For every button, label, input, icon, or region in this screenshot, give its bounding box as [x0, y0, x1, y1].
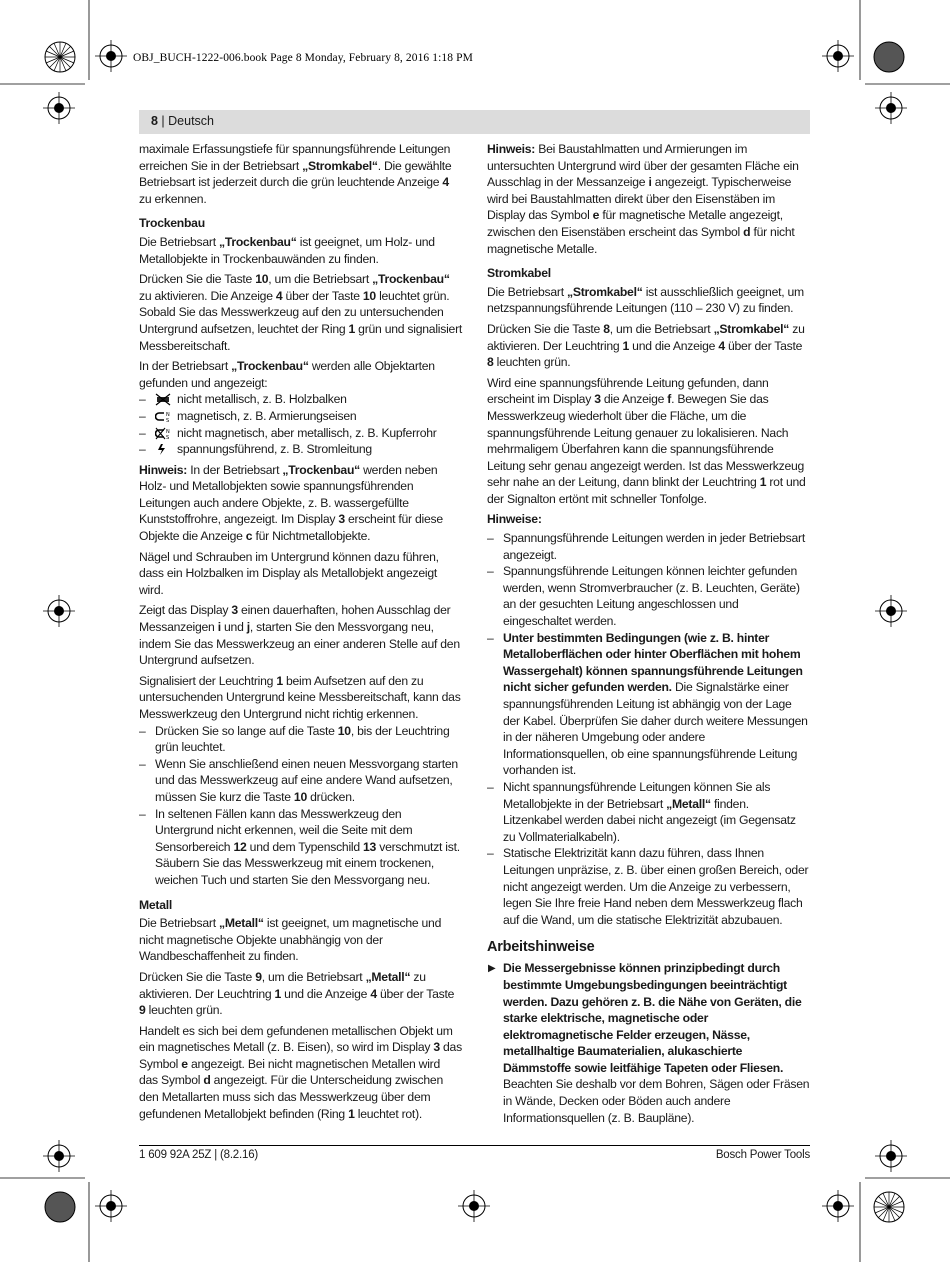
triangle-right-icon: ▶	[488, 963, 496, 975]
list-item: – Spannungsführende Leitungen werden in jeder Betriebsart angezeigt.	[487, 530, 810, 563]
paragraph: Nägel und Schrauben im Untergrund können dazu führen, dass ein Holzbalken im Display als Metallobjekt angezeigt wird.	[139, 549, 439, 597]
heading-metall: Metall	[139, 897, 173, 912]
magnet-icon	[155, 410, 171, 423]
left-column	[139, 141, 462, 1126]
list-item: – Statische Elektrizität kann dazu führen, dass Ihnen Leitungen unpräzise, z. B. über einen großen Bereich, oder nicht angezeigt werden. Um die Anzeige zu verbessern, legen Sie Ihre freie Hand neben dem Messwerkzeug flach auf die Wand, um die statische Elektrizität abzubauen.	[487, 845, 810, 928]
paragraph: Hinweis: In der Betriebsart „Trockenbau“ werden neben Holz- und Metallobjekten sowie spannungsführenden Leitungen auch andere Objekte, z. B. wassergefüllte Kunststoffrohre, angezeigt. Im Display 3 erscheint für diese Objekte die Anzeige c für Nichtmetallobjekte.	[139, 462, 443, 544]
hints-list	[487, 530, 810, 928]
paragraph: In der Betriebsart „Trockenbau“ werden alle Objektarten gefunden und angezeigt:	[139, 359, 435, 390]
heading-hinweise: Hinweise:	[487, 512, 542, 527]
object-type-list	[139, 391, 462, 457]
paragraph: Die Betriebsart „Trockenbau“ ist geeignet, um Holz- und Metallobjekte in Trockenbauwänden zu finden.	[139, 234, 435, 266]
svg-text:N: – N	[166, 428, 170, 435]
header-text	[151, 114, 214, 128]
starburst-mark-icon	[872, 1190, 906, 1224]
svg-text:N: – N	[166, 411, 170, 418]
paragraph: Drücken Sie die Taste 9, um die Betriebsart „Metall“ zu aktivieren. Der Leuchtring 1 und die Anzeige 4 über der Taste 9 leuchten grün.	[139, 969, 455, 1018]
header-section: Deutsch	[168, 114, 215, 128]
list-item: – spannungsführend, z. B. Stromleitung	[139, 441, 462, 458]
registration-target-icon	[822, 1190, 854, 1222]
paragraph: Wird eine spannungsführende Leitung gefunden, dann erscheint im Display 3 die Anzeige f. Bewegen Sie das Messwerkzeug wiederholt über die Fläche, um die spannungsführende Leitung genauer zu lokalisieren. Nach mehrmaligem Überfahren kann die spannungsführende Leitung sehr genau angezeigt werden. Ist das Messwerkzeug sehr nahe an der Leitung, dann blinkt der Leuchtring 1 rot und der Signalton ertönt mit schneller Tonfolge.	[487, 375, 806, 506]
registration-target-icon	[95, 1190, 127, 1222]
registration-target-icon	[875, 595, 907, 627]
list-item: – N S magnetisch, z. B. Armierungseisen	[139, 408, 462, 425]
header-separator: |	[157, 114, 169, 128]
paragraph: maximale Erfassungstiefe für spannungsführende Leitungen erreichen Sie in der Betriebsart „Stromkabel“. Die gewählte Betriebsart ist jederzeit durch die grün leuchtende Anzeige 4 zu erkennen.	[139, 142, 452, 206]
list-item: – Nicht spannungsführende Leitungen können Sie als Metallobjekte in der Betriebsart „Metall“ finden. Litzenkabel werden dabei nicht angezeigt (im Gegensatz zu Vollmaterialkabeln).	[487, 779, 810, 845]
paragraph: Hinweis: Bei Baustahlmatten und Armierungen im untersuchten Untergrund wird über der gesamten Fläche ein Ausschlag in der Messanzeige i angezeigt. Typischerweise wird bei Baustahlmatten direkt über den Eisenstäben im Display das Symbol e für magnetische Metalle angezeigt, zwischen den Eisenstäben erscheint das Symbol d für nicht magnetische Metalle.	[487, 142, 799, 256]
troubleshooting-list	[139, 723, 462, 889]
list-item: – nicht metallisch, z. B. Holzbalken	[139, 391, 462, 408]
gray-disc-mark-icon	[872, 40, 906, 74]
list-item: – Drücken Sie so lange auf die Taste 10, bis der Leuchtring grün leuchtet.	[139, 723, 462, 756]
file-info-slug: OBJ_BUCH-1222-006.book Page 8 Monday, February 8, 2016 1:18 PM	[133, 52, 473, 64]
heading-stromkabel: Stromkabel	[487, 266, 551, 281]
starburst-mark-icon	[43, 40, 77, 74]
registration-target-icon	[43, 595, 75, 627]
live-wire-icon	[155, 443, 171, 456]
right-column	[487, 141, 810, 1126]
svg-text:S: S	[166, 434, 169, 440]
footer-rule	[139, 1145, 810, 1146]
paragraph: Drücken Sie die Taste 10, um die Betriebsart „Trockenbau“ zu aktivieren. Die Anzeige 4 über der Taste 10 leuchtet grün. Sobald Sie das Messwerkzeug auf den zu untersuchenden Untergrund aufsetzen, leuchtet der Ring 1 grün und signalisiert Messbereitschaft.	[139, 272, 463, 353]
wood-beam-icon	[155, 393, 171, 406]
heading-trockenbau: Trockenbau	[139, 216, 205, 231]
list-item: – N S nicht magnetisch, aber metallisch, z. B. Kupferrohr	[139, 425, 462, 442]
footer-brand: Bosch Power Tools	[715, 1149, 810, 1161]
heading-arbeitshinweise: Arbeitshinweise	[487, 939, 595, 956]
page-header	[139, 110, 810, 134]
paragraph: Signalisiert der Leuchtring 1 beim Aufsetzen auf den zu untersuchenden Untergrund keine Messbereitschaft, kann das Messwerkzeug den Untergrund nicht richtig erkennen.	[139, 673, 461, 721]
paragraph: Handelt es sich bei dem gefundenen metallischen Objekt um ein magnetisches Metall (z. B. Eisen), so wird im Display 3 das Symbol e angezeigt. Bei nicht magnetischen Metallen wird das Symbol d angezeigt. Für die Unterscheidung zwischen den Metallarten muss sich das Messwerkzeug über dem gefundenen Metallobjekt befinden (Ring 1 leuchtet rot).	[139, 1023, 462, 1121]
gray-disc-mark-icon	[43, 1190, 77, 1224]
registration-target-icon	[822, 40, 854, 72]
registration-target-icon	[43, 92, 75, 124]
page-number: 8	[151, 114, 158, 128]
registration-target-icon	[95, 40, 127, 72]
list-item: – Spannungsführende Leitungen können leichter gefunden werden, wenn Stromverbraucher (z. B. Leuchten, Geräte) an der gesuchten Leitung angeschlossen und eingeschaltet werden.	[487, 563, 810, 629]
registration-target-icon	[43, 1140, 75, 1172]
paragraph: Zeigt das Display 3 einen dauerhaften, hohen Ausschlag der Messanzeigen i und j, starten Sie den Messvorgang neu, indem Sie das Messwerkzeug an einer anderen Stelle auf den Untergrund aufsetzen.	[139, 603, 460, 668]
registration-target-icon	[875, 92, 907, 124]
paragraph: Drücken Sie die Taste 8, um die Betriebsart „Stromkabel“ zu aktivieren. Der Leuchtring 1 und die Anzeige 4 über der Taste 8 leuchten grün.	[487, 321, 805, 370]
list-item: – Unter bestimmten Bedingungen (wie z. B. hinter Metalloberflächen oder hinter Oberflächen mit hohem Wassergehalt) können spannungsführende Leitungen nicht sicher gefunden werden. Die Signalstärke einer spannungsführenden Leitung ist abhängig von der Lage der Kabel. Überprüfen Sie daher durch weitere Messungen in der näheren Umgebung oder andere Informationsquellen, ob eine spannungsführende Leitung vorhanden ist.	[487, 630, 810, 779]
registration-target-icon	[458, 1190, 490, 1222]
list-item: – In seltenen Fällen kann das Messwerkzeug den Untergrund nicht erkennen, weil die Seite mit dem Sensorbereich 12 und dem Typenschild 13 verschmutzt ist. Säubern Sie das Messwerkzeug mit einem trockenen, weichen Tuch und starten Sie den Messvorgang neu.	[139, 806, 462, 889]
paragraph: Die Betriebsart „Stromkabel“ ist ausschließlich geeignet, um netzspannungsführende Leitungen (110 – 230 V) zu finden.	[487, 284, 804, 316]
non-magnetic-metal-icon	[155, 427, 171, 440]
footer-doc-number: 1 609 92A 25Z | (8.2.16)	[139, 1149, 259, 1161]
svg-text:S: S	[166, 417, 169, 423]
warning-item: ▶ Die Messergebnisse können prinzipbedingt durch bestimmte Umgebungsbedingungen beeinträchtigt werden. Dazu gehören z. B. die Nähe von Geräten, die starke elektrische, magnetische oder elektromagnetische Felder erzeugen, Nässe, metallhaltige Baumaterialien, alukaschierte Dämmstoffe sowie leitfähige Tapeten oder Fliesen. Beachten Sie deshalb vor dem Bohren, Sägen oder Fräsen in Wände, Decken oder Böden auch andere Informationsquellen (z. B. Baupläne).	[488, 961, 810, 1125]
list-item: – Wenn Sie anschließend einen neuen Messvorgang starten und das Messwerkzeug auf eine andere Wand aufsetzen, müssen Sie kurz die Taste 10 drücken.	[139, 756, 462, 806]
paragraph: Die Betriebsart „Metall“ ist geeignet, um magnetische und nicht magnetische Objekte unabhängig von der Wandbeschaffenheit zu finden.	[139, 916, 442, 964]
registration-target-icon	[875, 1140, 907, 1172]
